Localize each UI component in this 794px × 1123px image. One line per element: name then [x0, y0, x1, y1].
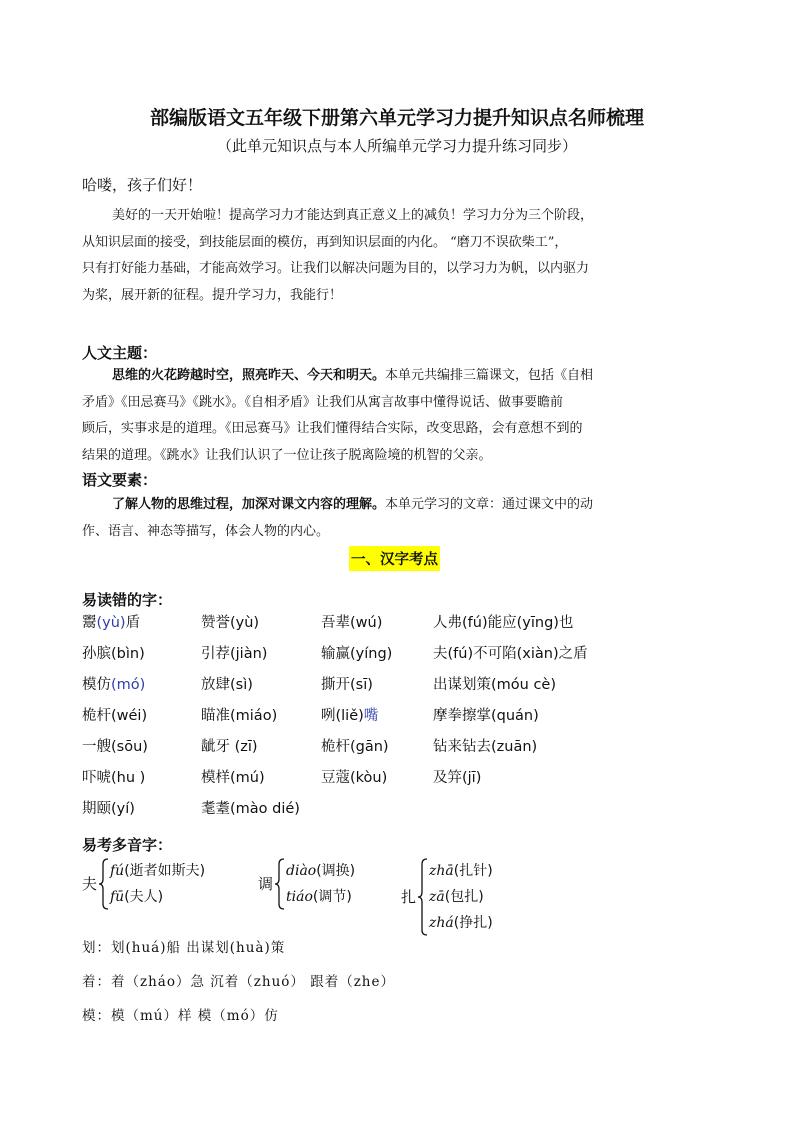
elements-bold: 了解人物的思维过程，加深对课文内容的理解。 — [112, 497, 386, 512]
polyphone-reading — [429, 886, 484, 906]
misread-word — [433, 673, 556, 694]
misread-reading: (zuān) — [491, 739, 538, 755]
polyphone-word: (逝者如斯夫) — [124, 863, 206, 879]
polyphone-word: (扎针) — [453, 863, 493, 879]
misread-word — [201, 766, 265, 787]
intro-line: 从知识层面的接受，到技能层面的模仿，再到知识层面的内化。 “磨刀不误砍柴工”， — [82, 234, 568, 250]
theme-bold: 思维的火花跨越时空，照亮昨天、今天和明天。 — [112, 368, 386, 383]
theme-line: 矛盾》《田忌赛马》《跳水》。《自相矛盾》让我们从寓言故事中懂得说话、做事要瞻前 — [82, 394, 564, 410]
polyphone-word: (挣扎) — [453, 915, 493, 931]
polyphone-word: (包扎) — [444, 889, 484, 905]
polyphone-group — [82, 858, 252, 910]
elements-paragraph — [82, 492, 722, 545]
misread-hanzi: 输赢 — [321, 646, 350, 662]
elements-line: 作、语言、神态等描写，体会人物的内心。 — [82, 523, 330, 539]
misread-word — [82, 735, 148, 756]
misread-reading: (mú) — [230, 770, 265, 786]
misread-word — [321, 673, 373, 694]
misread-word — [433, 766, 481, 787]
misread-reading: (gān) — [350, 739, 389, 755]
misread-hanzi: 赞誉 — [201, 615, 230, 631]
misread-hanzi: 摩拳擦掌 — [433, 708, 491, 724]
polyphone-heading: 易考多音字： — [82, 836, 173, 854]
misread-word — [82, 766, 145, 787]
brace-icon — [99, 858, 109, 910]
polyphone-pinyin: zhá — [429, 915, 454, 931]
polyphone-pinyin: fú — [110, 863, 125, 879]
polyphone-pinyin: tiáo — [286, 889, 313, 905]
misread-reading: (wéi) — [111, 708, 148, 724]
misread-reading: (sì) — [230, 677, 253, 693]
polyphone-char: 扎 — [401, 888, 417, 906]
misread-word — [82, 797, 135, 818]
polyphone-word: (调换) — [316, 863, 356, 879]
elements-heading: 语文要素： — [82, 471, 158, 489]
intro-line: 只有打好能力基础，才能高效学习。让我们以解决问题为目的，以学习力为帆，以内驱力 — [82, 261, 590, 276]
elements-line: 本单元学习的文章：通过课文中的动 — [385, 497, 594, 512]
polyphone-pinyin: fū — [110, 889, 125, 905]
misread-word — [433, 735, 537, 756]
misread-hanzi: 瞄准 — [201, 708, 230, 724]
misread-hanzi: 夫(fú)不可陷(xiàn)之盾 — [433, 646, 588, 662]
misread-hanzi: 耄耋 — [201, 801, 230, 817]
page-subtitle: （此单元知识点与本人所编单元学习力提升练习同步） — [216, 137, 577, 155]
misread-reading: (mào dié) — [230, 801, 300, 817]
misread-word — [201, 797, 300, 818]
misread-hanzi: 钻来钻去 — [433, 739, 491, 755]
brace-icon — [275, 858, 285, 910]
misread-hanzi: 模样 — [201, 770, 230, 786]
misread-word — [433, 611, 573, 632]
polyphone-reading — [429, 912, 493, 932]
misread-reading: (hu ) — [111, 770, 146, 786]
misread-hanzi: 豆蔻 — [321, 770, 350, 786]
intro-line: 为桨，展开新的征程。提升学习力，我能行！ — [82, 287, 343, 303]
misread-hanzi: 龇 — [201, 739, 216, 755]
misread-word — [321, 611, 382, 632]
misread-hanzi: 期颐 — [82, 801, 111, 817]
misread-word — [433, 704, 539, 725]
extra-line: 划：划(huá)船 出谋划(huà)策 — [82, 940, 286, 956]
polyphone-pinyin: zhā — [429, 863, 454, 879]
misread-word — [201, 673, 253, 694]
theme-heading: 人文主题： — [82, 344, 158, 362]
misread-hanzi: 撕开 — [321, 677, 350, 693]
misread-word — [82, 642, 145, 663]
polyphone-group — [401, 858, 571, 936]
polyphone-pinyin: zā — [429, 889, 445, 905]
misread-hanzi: 桅杆 — [82, 708, 111, 724]
polyphone-char: 夫 — [82, 875, 98, 893]
misread-reading: (jī) — [462, 770, 482, 786]
polyphone-pinyin: diào — [286, 863, 317, 879]
extra-line: 模：模（mú）样 模（mó）仿 — [82, 1008, 279, 1024]
misread-word — [321, 735, 389, 756]
polyphone-reading — [286, 860, 355, 880]
misread-hanzi: 出谋划策 — [433, 677, 491, 693]
misread-reading: (yí) — [111, 801, 135, 817]
misread-word — [321, 766, 387, 787]
misread-hanzi: 桅杆 — [321, 739, 350, 755]
polyphone-reading — [110, 886, 163, 906]
extra-line: 着：着（zháo）急 沉着（zhuó） 跟着（zhe） — [82, 974, 395, 990]
misread-reading: (kòu) — [350, 770, 388, 786]
misread-hanzi: 吾辈 — [321, 615, 350, 631]
misread-reading: (miáo) — [230, 708, 278, 724]
misread-reading: (bìn) — [111, 646, 145, 662]
misread-heading: 易读错的字： — [82, 591, 173, 609]
theme-line: 结果的道理。《跳水》让我们认识了一位让孩子脱离险境的机智的父亲。 — [82, 447, 492, 463]
misread-hanzi: 孙膑 — [82, 646, 111, 662]
misread-reading: (yù) — [230, 615, 260, 631]
page-title: 部编版语文五年级下册第六单元学习力提升知识点名师梳理 — [149, 107, 644, 129]
greeting: 哈喽，孩子们好！ — [82, 176, 203, 194]
misread-hanzi: 一艘 — [82, 739, 111, 755]
misread-hanzi: 放肆 — [201, 677, 230, 693]
misread-reading: (yíng) — [350, 646, 393, 662]
misread-word — [201, 611, 259, 632]
polyphone-char: 调 — [258, 875, 274, 893]
misread-word — [321, 704, 378, 725]
misread-hanzi: 吓唬 — [82, 770, 111, 786]
misread-reading: (quán) — [491, 708, 539, 724]
misread-pinyin: (yù) — [96, 615, 126, 631]
misread-reading: (móu cè) — [491, 677, 557, 693]
misread-word — [433, 642, 588, 663]
misread-hanzi: 人弗(fú)能应(yīng)也 — [433, 615, 574, 631]
misread-hanzi: 引荐 — [201, 646, 230, 662]
misread-reading: 牙 (zī) — [215, 739, 258, 755]
misread-word — [201, 735, 258, 756]
misread-word — [82, 704, 147, 725]
polyphone-reading — [110, 860, 205, 880]
polyphone-word: (夫人) — [124, 889, 164, 905]
misread-hanzi: 鬻 — [82, 615, 97, 631]
misread-reading: (sōu) — [111, 739, 148, 755]
misread-word — [82, 673, 145, 694]
misread-word — [201, 704, 277, 725]
misread-word — [201, 642, 267, 663]
section-title-highlight: 一、汉字考点 — [349, 546, 440, 571]
polyphone-reading — [286, 886, 352, 906]
misread-hanzi: 模仿 — [82, 677, 111, 693]
polyphone-word: (调节) — [312, 889, 352, 905]
misread-word — [82, 611, 140, 632]
misread-reading: 盾 — [125, 615, 141, 631]
misread-word — [321, 642, 392, 663]
theme-paragraph — [82, 363, 722, 469]
misread-reading: (sī) — [350, 677, 373, 693]
intro-paragraph — [82, 203, 722, 309]
misread-hanzi: 及笄 — [433, 770, 462, 786]
intro-line: 美好的一天开始啦！提高学习力才能达到真正意义上的减负！学习力分为三个阶段， — [112, 208, 594, 223]
brace-icon — [418, 858, 428, 936]
theme-line: 顾后，实事求是的道理。《田忌赛马》让我们懂得结合实际，改变思路，会有意想不到的 — [82, 421, 583, 436]
misread-pinyin: (mó) — [111, 677, 146, 693]
polyphone-reading — [429, 860, 493, 880]
theme-line: 本单元共编排三篇课文，包括《自相 — [385, 368, 594, 383]
misread-reading: (wú) — [350, 615, 383, 631]
misread-hanzi: 咧 — [321, 708, 336, 724]
misread-reading: (jiàn) — [230, 646, 268, 662]
misread-reading: (liě) — [335, 708, 364, 724]
misread-extra: 嘴 — [363, 708, 379, 724]
